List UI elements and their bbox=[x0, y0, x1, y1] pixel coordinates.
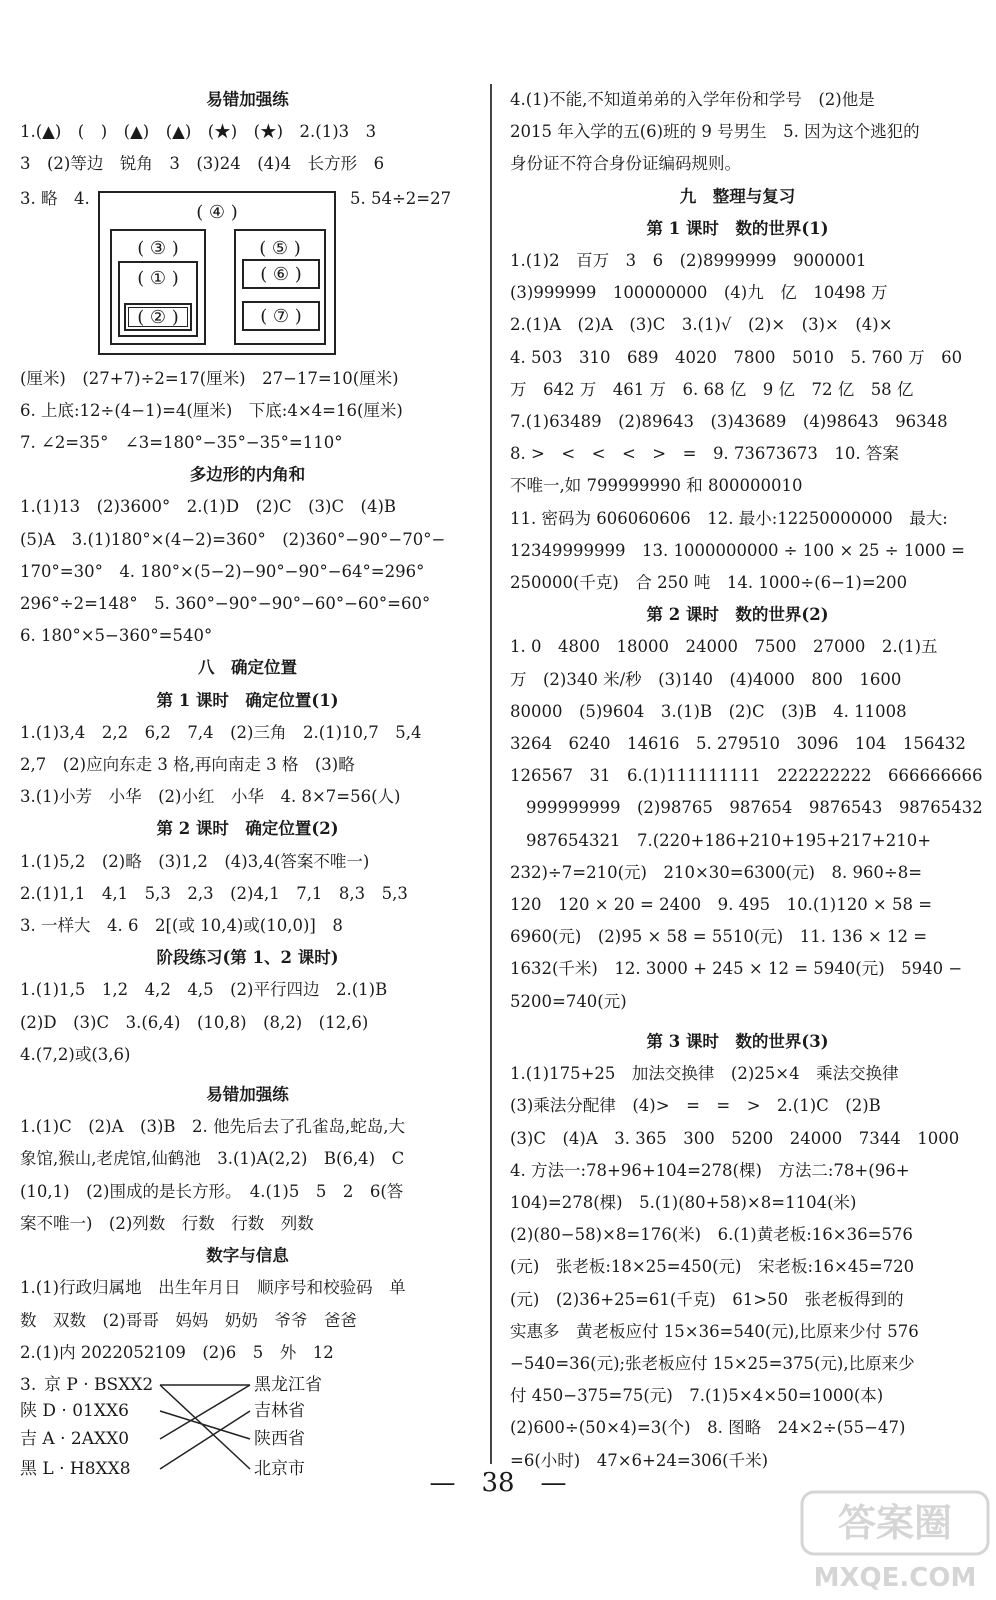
section-heading: 第 1 课时 确定位置(1) bbox=[156, 690, 339, 710]
section-heading: 第 3 课时 数的世界(3) bbox=[646, 1031, 829, 1051]
section-heading: 数字与信息 bbox=[206, 1246, 289, 1266]
answer-line: 6. 180°×5−360°=540° bbox=[20, 626, 213, 646]
watermark-url: MXQE.COM bbox=[813, 1563, 977, 1593]
box-label: ( ⑥ ) bbox=[260, 263, 302, 285]
answer-line: 1. 0 4800 18000 24000 7500 27000 2.(1)五 bbox=[510, 637, 938, 657]
question-label: 3. bbox=[20, 1374, 37, 1395]
section-heading: 易错加强练 bbox=[206, 1085, 289, 1105]
answer-line: (5)A 3.(1)180°×(4−2)=360° (2)360°−90°−70°− bbox=[20, 529, 446, 549]
answer-line: 3. 略 4. bbox=[20, 188, 90, 208]
section-heading: 第 2 课时 数的世界(2) bbox=[646, 605, 829, 625]
nested-boxes-figure bbox=[20, 183, 475, 361]
answer-line: 12349999999 13. 1000000000 ÷ 100 × 25 ÷ 1000 = bbox=[510, 540, 965, 560]
page-number: — 38 — bbox=[429, 1468, 567, 1498]
plate-item: 陕 D · 01XX6 bbox=[20, 1400, 129, 1421]
box-7 bbox=[242, 301, 320, 331]
right-column bbox=[510, 84, 983, 1477]
watermark-logo bbox=[800, 1490, 990, 1594]
province-item: 吉林省 bbox=[254, 1400, 305, 1421]
answer-line: 2,7 (2)应向东走 3 格,再向南走 3 格 (3)略 bbox=[20, 755, 355, 775]
answer-line: 案不唯一) (2)列数 行数 行数 列数 bbox=[20, 1213, 314, 1233]
answer-line: (元) 张老板:18×25=450(元) 宋老板:16×45=720 bbox=[510, 1257, 915, 1277]
answer-line: 80000 (5)9604 3.(1)B (2)C (3)B 4. 11008 bbox=[510, 701, 907, 721]
answer-line: 1.(1)3,4 2,2 6,2 7,4 (2)三角 2.(1)10,7 5,4 bbox=[20, 722, 422, 742]
box-label: ( ② ) bbox=[137, 306, 179, 328]
box-label: ( ⑦ ) bbox=[260, 305, 302, 327]
answer-line: 不唯一,如 799999990 和 800000010 bbox=[510, 476, 803, 496]
plate-item: 黑 L · H8XX8 bbox=[20, 1458, 131, 1479]
answer-line: −540=36(元);张老板应付 15×25=375(元),比原来少 bbox=[510, 1353, 915, 1373]
box-2 bbox=[124, 303, 192, 331]
answer-line: 1.(1)2 百万 3 6 (2)8999999 9000001 bbox=[510, 251, 867, 271]
section-heading: 第 1 课时 数的世界(1) bbox=[646, 218, 829, 238]
box-label: ( ③ ) bbox=[137, 237, 179, 259]
answer-line: 4.(1)不能,不知道弟弟的入学年份和学号 (2)他是 bbox=[510, 90, 875, 109]
box-label: ( ④ ) bbox=[196, 201, 238, 223]
answer-line: 1.(1)175+25 加法交换律 (2)25×4 乘法交换律 bbox=[510, 1064, 899, 1084]
answer-line: 实惠多 黄老板应付 15×36=540(元),比原来少付 576 bbox=[510, 1321, 919, 1341]
answer-line: 7. ∠2=35° ∠3=180°−35°−35°=110° bbox=[20, 433, 343, 453]
answer-line: 6960(元) (2)95 × 58 = 5510(元) 11. 136 × 12 = bbox=[510, 927, 928, 947]
answer-line: (2)D (3)C 3.(6,4) (10,8) (8,2) (12,6) bbox=[20, 1012, 369, 1032]
section-heading: 易错加强练 bbox=[206, 90, 289, 109]
answer-line: =6(小时) 47×6+24=306(千米) bbox=[510, 1450, 769, 1470]
answer-line: 999999999 (2)98765 987654 9876543 98765432 bbox=[526, 798, 983, 818]
answer-line: 120 120 × 20 = 2400 9. 495 10.(1)120 × 58 = bbox=[510, 895, 933, 915]
answer-line: 104)=278(棵) 5.(1)(80+58)×8=1104(米) bbox=[510, 1192, 857, 1212]
answer-line: 身份证不符合身份证编码规则。 bbox=[510, 154, 741, 174]
plate-item: 吉 A · 2AXX0 bbox=[20, 1428, 130, 1449]
answer-line: 4. 503 310 689 4020 7800 5010 5. 760 万 60 bbox=[510, 347, 963, 367]
answer-line: 2.(1)A (2)A (3)C 3.(1)√ (2)× (3)× (4)× bbox=[510, 315, 893, 335]
answer-line: 5200=740(元) bbox=[510, 991, 627, 1011]
answer-line: 3264 6240 14616 5. 279510 3096 104 156432 bbox=[510, 734, 966, 754]
section-heading: 多边形的内角和 bbox=[189, 465, 306, 485]
watermark-text: 答案圈 bbox=[837, 1501, 953, 1545]
answer-line: 170°=30° 4. 180°×(5−2)−90°−90°−64°=296° bbox=[20, 561, 425, 581]
chapter-heading: 八 确定位置 bbox=[198, 658, 297, 678]
answer-line: (2)600÷(50×4)=3(个) 8. 图略 24×2÷(55−47) bbox=[510, 1418, 906, 1438]
answer-line: 1.(1)行政归属地 出生年月日 顺序号和校验码 单 bbox=[20, 1278, 406, 1298]
answer-line: (元) (2)36+25=61(千克) 61>50 张老板得到的 bbox=[510, 1289, 904, 1309]
answer-line: 3 (2)等边 锐角 3 (3)24 (4)4 长方形 6 bbox=[20, 154, 385, 174]
answer-line: 8. > < < < > = 9. 73673673 10. 答案 bbox=[510, 444, 899, 464]
answer-line: (3)C (4)A 3. 365 300 5200 24000 7344 1000 bbox=[510, 1128, 960, 1148]
answer-line: 4. 方法一:78+96+104=278(棵) 方法二:78+(96+ bbox=[510, 1160, 910, 1180]
answer-line: 250000(千克) 合 250 吨 14. 1000÷(6−1)=200 bbox=[510, 573, 908, 593]
left-column bbox=[20, 84, 475, 1497]
answer-line: 4.(7,2)或(3,6) bbox=[20, 1044, 131, 1064]
province-item: 黑龙江省 bbox=[254, 1374, 322, 1395]
box-6 bbox=[242, 259, 320, 289]
answer-line: (3)乘法分配律 (4)> = = > 2.(1)C (2)B bbox=[510, 1096, 881, 1116]
answer-line: 1632(千米) 12. 3000 + 245 × 12 = 5940(元) 5940 − bbox=[510, 959, 963, 979]
answer-line: 1.(1)C (2)A (3)B 2. 他先后去了孔雀岛,蛇岛,大 bbox=[20, 1117, 406, 1137]
answer-line: (2)(80−58)×8=176(米) 6.(1)黄老板:16×36=576 bbox=[510, 1225, 913, 1245]
answer-line: 2.(1)1,1 4,1 5,3 2,3 (2)4,1 7,1 8,3 5,3 bbox=[20, 883, 408, 903]
answer-line: 5. 54÷2=27 bbox=[350, 188, 452, 208]
answer-line: 2015 年入学的五(6)班的 9 号男生 5. 因为这个逃犯的 bbox=[510, 122, 920, 142]
answer-line: 万 (2)340 米/秒 (3)140 (4)4000 800 1600 bbox=[510, 669, 902, 689]
answer-line: 2.(1)内 2022052109 (2)6 5 外 12 bbox=[20, 1342, 334, 1362]
answer-line: 3. 一样大 4. 6 2[(或 10,4)或(10,0)] 8 bbox=[20, 916, 343, 936]
box-label: ( ① ) bbox=[137, 267, 179, 289]
answer-line: 万 642 万 461 万 6. 68 亿 9 亿 72 亿 58 亿 bbox=[510, 379, 914, 399]
section-heading: 第 2 课时 确定位置(2) bbox=[156, 819, 339, 839]
answer-line: 987654321 7.(220+186+210+195+217+210+ bbox=[526, 830, 932, 850]
answer-line: 1.(1)1,5 1,2 4,2 4,5 (2)平行四边 2.(1)B bbox=[20, 980, 388, 1000]
answer-line: 11. 密码为 606060606 12. 最小:12250000000 最大: bbox=[510, 508, 948, 528]
province-item: 北京市 bbox=[254, 1458, 305, 1479]
answer-line: (厘米) (27+7)÷2=17(厘米) 27−17=10(厘米) bbox=[20, 368, 399, 388]
answer-line: 126567 31 6.(1)111111111 222222222 666666666 bbox=[510, 766, 983, 786]
column-divider bbox=[490, 84, 492, 1464]
answer-line: 296°÷2=148° 5. 360°−90°−90°−60°−60°=60° bbox=[20, 594, 431, 614]
answer-line: 付 450−375=75(元) 7.(1)5×4×50=1000(本) bbox=[510, 1386, 884, 1406]
answer-line: 1.(1)5,2 (2)略 (3)1,2 (4)3,4(答案不唯一) bbox=[20, 851, 370, 871]
answer-line: 232)÷7=210(元) 210×30=6300(元) 8. 960÷8= bbox=[510, 862, 923, 882]
chapter-heading: 九 整理与复习 bbox=[679, 186, 796, 206]
answer-line: (10,1) (2)围成的是长方形。 4.(1)5 5 2 6(答 bbox=[20, 1181, 404, 1201]
answer-line: 3.(1)小芳 小华 (2)小红 小华 4. 8×7=56(人) bbox=[20, 787, 401, 807]
answer-line: (3)999999 100000000 (4)九 亿 10498 万 bbox=[510, 283, 888, 303]
answer-line: 6. 上底:12÷(4−1)=4(厘米) 下底:4×4=16(厘米) bbox=[20, 400, 403, 420]
province-item: 陕西省 bbox=[254, 1428, 305, 1449]
plate-item: 京 P · BSXX2 bbox=[44, 1374, 154, 1395]
box-label: ( ⑤ ) bbox=[259, 237, 301, 259]
answer-line: 数 双数 (2)哥哥 妈妈 奶奶 爷爷 爸爸 bbox=[20, 1310, 357, 1330]
answer-line: 象馆,猴山,老虎馆,仙鹤池 3.(1)A(2,2) B(6,4) C bbox=[20, 1149, 405, 1169]
answer-line: 1.(1)13 (2)3600° 2.(1)D (2)C (3)C (4)B bbox=[20, 497, 397, 517]
section-heading: 阶段练习(第 1、2 课时) bbox=[156, 948, 339, 968]
answer-line: 7.(1)63489 (2)89643 (3)43689 (4)98643 96348 bbox=[510, 412, 948, 432]
answer-line: 1.(▲) ( ) (▲) (▲) (★) (★) 2.(1)3 3 bbox=[20, 122, 377, 142]
